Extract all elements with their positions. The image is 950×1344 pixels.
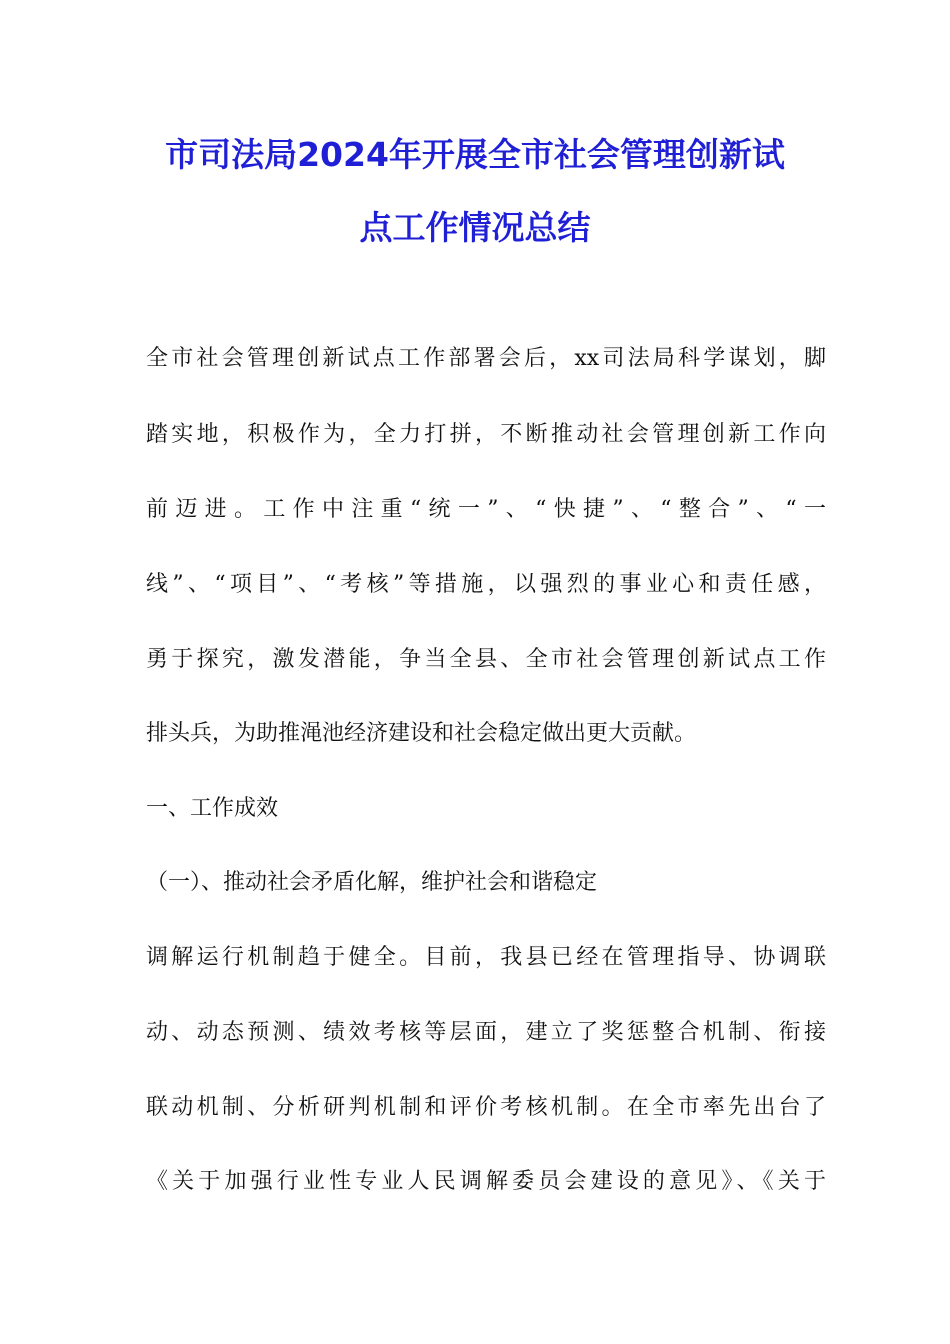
- paragraph-line: 前迈进。工作中注重“统一”、“快捷”、“整合”、“一: [146, 497, 826, 522]
- paragraph-line: 踏实地，积极作为，全力打拼，不断推动社会管理创新工作向: [146, 422, 826, 447]
- subsection-heading: （一）、推动社会矛盾化解，维护社会和谐稳定: [146, 870, 598, 895]
- paragraph-line: 《关于加强行业性专业人民调解委员会建设的意见》、《关于: [146, 1169, 826, 1194]
- paragraph-line: 排头兵，为助推渑池经济建设和社会稳定做出更大贡献。: [146, 721, 697, 746]
- paragraph-line: 联动机制、分析研判机制和评价考核机制。在全市率先出台了: [146, 1095, 826, 1120]
- paragraph-line: 调解运行机制趋于健全。目前，我县已经在管理指导、协调联: [146, 945, 826, 970]
- paragraph-line: 动、动态预测、绩效考核等层面，建立了奖惩整合机制、衔接: [146, 1020, 826, 1045]
- document-title-line-1: 市司法局2024年开展全市社会管理创新试: [165, 135, 785, 174]
- paragraph-line: 勇于探究，激发潜能，争当全县、全市社会管理创新试点工作: [146, 647, 826, 672]
- document-title-line-2: 点工作情况总结: [359, 208, 591, 247]
- paragraph-line: 线”、“项目”、“考核”等措施，以强烈的事业心和责任感，: [146, 572, 826, 597]
- section-heading: 一、工作成效: [146, 796, 279, 821]
- paragraph-line: 全市社会管理创新试点工作部署会后，xx司法局科学谋划，脚: [146, 346, 826, 371]
